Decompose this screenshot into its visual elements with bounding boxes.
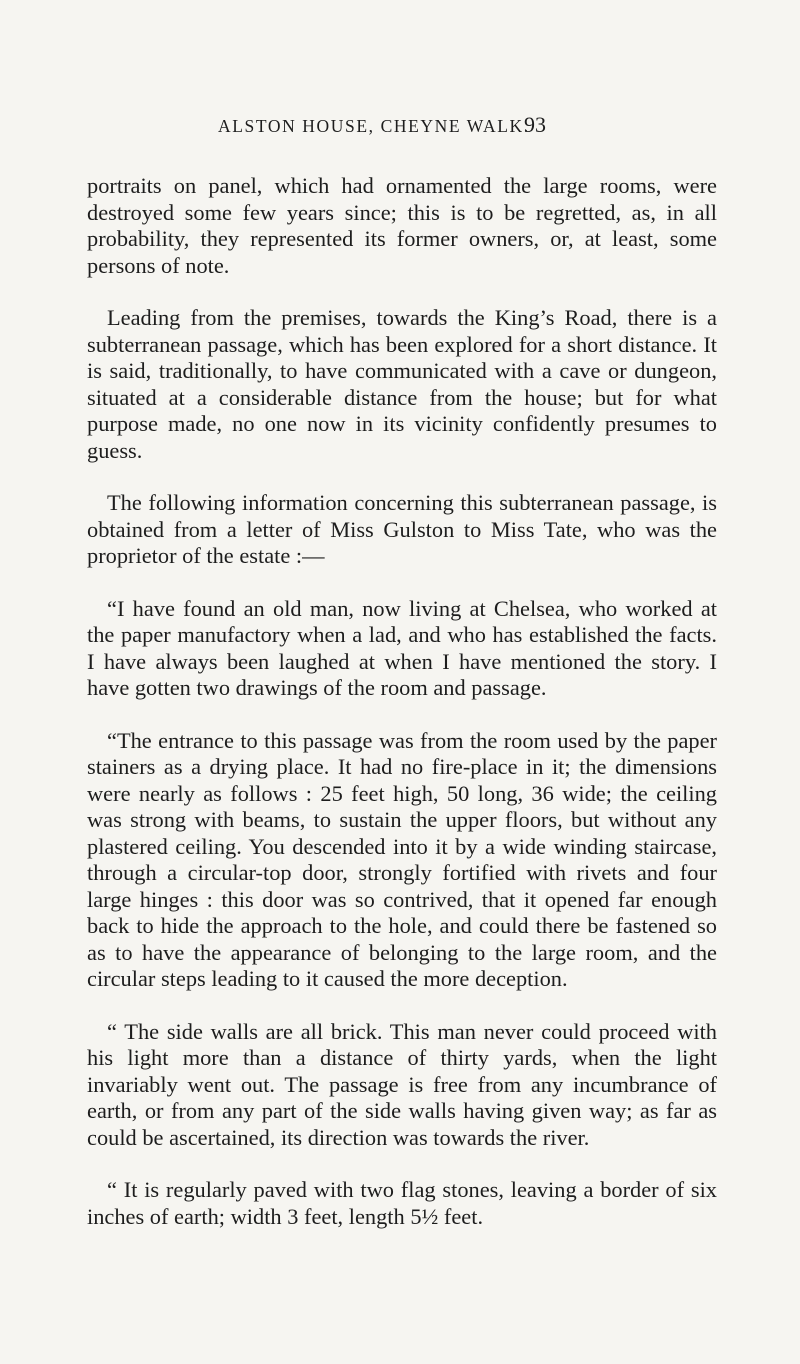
page-number: 93	[524, 112, 546, 137]
paragraph-letter-old-man: “I have found an old man, now living at Chelsea, who worked at the paper manufactory when a lad, and who has established the facts. I have always been laughed at when I have mentioned the story. I have gotten two drawings of the room and passage.	[87, 595, 717, 700]
running-title: ALSTON HOUSE, CHEYNE WALK.	[218, 116, 530, 136]
paragraph-portraits: portraits on panel, which had ornamented the large rooms, were destroyed some few years since; this is to be regretted, as, in all probability, they represented its former owners, or, at least, some persons of note.	[87, 173, 717, 278]
paragraph-letter-side-walls: “ The side walls are all brick. This man never could proceed with his light more than a distance of thirty yards, when the light invariably went out. The passage is free from any incumbrance of earth, or from any part of the side walls having given way; as far as could be ascertained, its direction was towards the river.	[87, 1018, 717, 1150]
paragraph-letter-entrance: “The entrance to this passage was from the room used by the paper stainers as a drying place. It had no fire-place in it; the dimensions were nearly as follows : 25 feet high, 50 long, 36 wide; the ceiling was strong with beams, to sustain the upper floors, but without any plastered ceiling. You descended into it by a wide winding staircase, through a circular-top door, strongly fortified with rivets and four large hinges : this door was so contrived, that it opened far enough back to hide the approach to the hole, and could there be fastened so as to have the appearance of belonging to the large room, and the circular steps leading to it caused the more deception.	[87, 727, 717, 991]
body-text	[87, 173, 717, 1256]
paragraph-information: The following information concerning this subterranean passage, is obtained from a letter of Miss Gulston to Miss Tate, who was the proprietor of the estate :—	[87, 490, 717, 568]
paragraph-subterranean-passage: Leading from the premises, towards the King’s Road, there is a subterranean passage, which has been explored for a short distance. It is said, traditionally, to have communicated with a cave or dungeon, situated at a considerable distance from the house; but for what purpose made, no one now in its vicinity confidently presumes to guess.	[87, 305, 717, 463]
running-header	[0, 112, 800, 142]
paragraph-letter-paving: “ It is regularly paved with two flag stones, leaving a border of six inches of earth; width 3 feet, length 5½ feet.	[87, 1177, 717, 1229]
